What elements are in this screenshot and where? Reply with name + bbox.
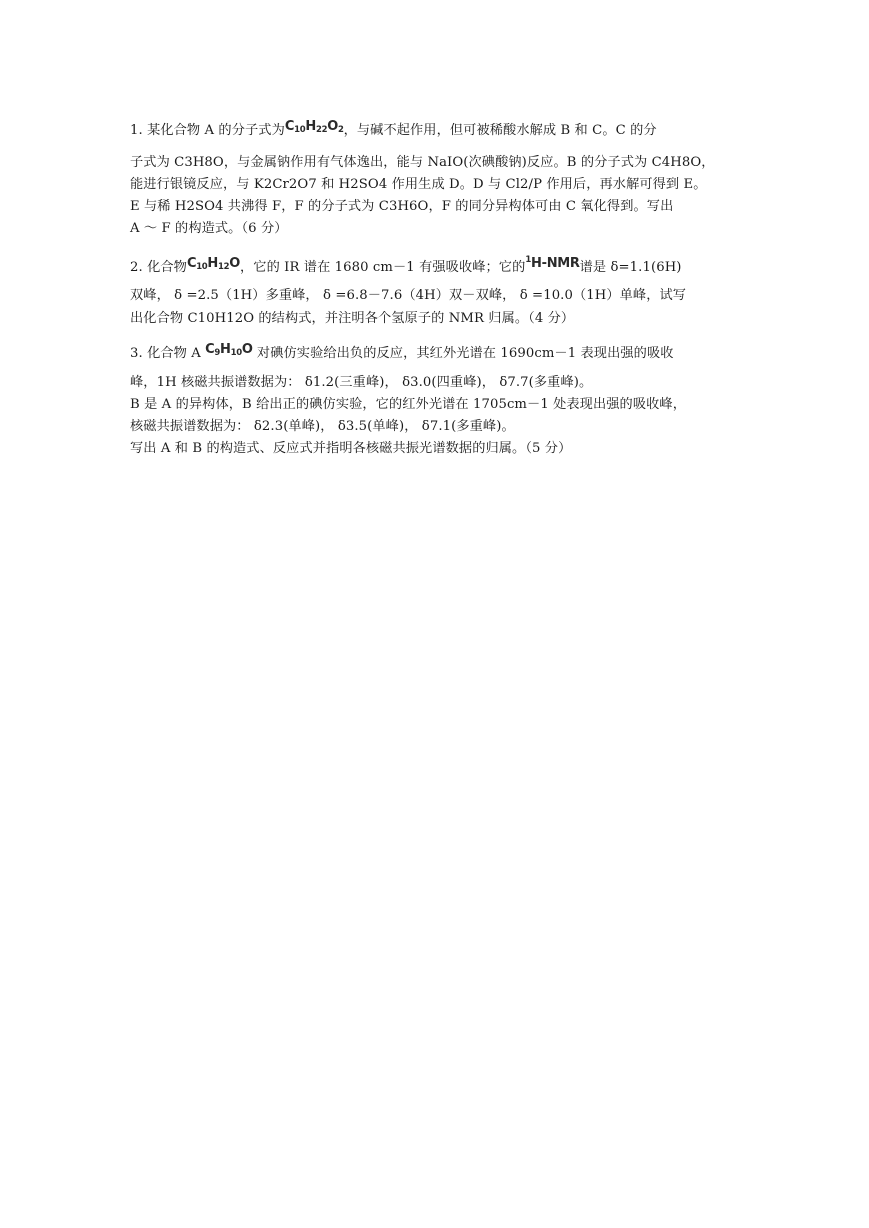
question-2 (130, 252, 742, 330)
question-2-text-b: ，它的 IR 谱在 1680 cm－1 有强吸收峰；它的 (240, 260, 526, 275)
question-1-line-1 (130, 118, 742, 152)
question-3-line-2: 峰，1H 核磁共振谱数据为： δ1.2(三重峰)， δ3.0(四重峰)， δ7.7(多重峰)。 (130, 375, 593, 390)
document-body (130, 118, 742, 460)
question-1-text-b: ，与碱不起作用，但可被稀酸水解成 B 和 C。C 的分 (343, 123, 657, 138)
h-nmr-label: $^1$H-NMR (525, 255, 580, 271)
question-1-line-3: 能进行银镜反应，与 K2Cr2O7 和 H2SO4 作用生成 D。D 与 Cl2/P 作用后，再水解可得到 E。 (130, 177, 707, 192)
question-1 (130, 118, 742, 240)
question-1-line-5: A ～ F 的构造式。（6 分） (130, 221, 288, 236)
question-2-line-2: 双峰， δ =2.5（1H）多重峰， δ =6.8－7.6（4H）双－双峰， δ =10.0（1H）单峰，试写 (130, 288, 687, 303)
question-1-text-a: 1. 某化合物 A 的分子式为 (130, 123, 285, 138)
question-3-text-b: 对碘仿实验给出负的反应，其红外光谱在 1690cm－1 表现出强的吸收 (252, 346, 674, 361)
question-1-line-4: E 与稀 H2SO4 共沸得 F，F 的分子式为 C3H6O，F 的同分异构体可由 C 氧化得到。写出 (130, 199, 674, 214)
question-3-line-1 (130, 342, 742, 372)
question-3-text-a: 3. 化合物 A (130, 346, 206, 361)
question-2-text-a: 2. 化合物 (130, 260, 187, 275)
question-2-line-3: 出化合物 C10H12O 的结构式，并注明各个氢原子的 NMR 归属。（4 分） (130, 311, 575, 326)
question-3-line-3: B 是 A 的异构体，B 给出正的碘仿实验，它的红外光谱在 1705cm－1 处表现出强的吸收峰， (130, 397, 686, 412)
question-2-line-1 (130, 252, 742, 284)
formula-c10h22o2: $C_{10}H_{22}O_2$ (284, 119, 344, 135)
question-3-line-4: 核磁共振谱数据为： δ2.3(单峰)， δ3.5(单峰)， δ7.1(多重峰)。 (130, 419, 515, 434)
formula-c9h10o: $C_9H_{10}O$ (205, 342, 253, 358)
question-3 (130, 342, 742, 460)
question-3-line-5: 写出 A 和 B 的构造式、反应式并指明各核磁共振光谱数据的归属。（5 分） (130, 441, 572, 456)
question-2-text-c: 谱是 δ=1.1(6H) (579, 260, 682, 275)
question-1-line-2: 子式为 C3H8O，与金属钠作用有气体逸出，能与 NaIO(次碘酸钠)反应。B 的分子式为 C4H8O， (130, 155, 715, 170)
formula-c10h12o: $C_{10}H_{12}O$ (186, 256, 241, 272)
